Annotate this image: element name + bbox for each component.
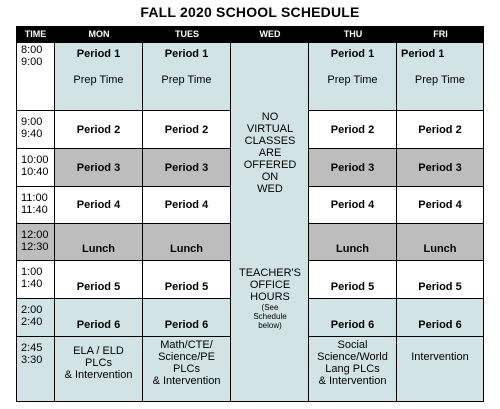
prep-time-label: Prep Time (161, 74, 212, 86)
period-label: Period 1 (330, 48, 375, 60)
wed-office-hours (231, 267, 309, 330)
mon-period-6: Period 6 (55, 299, 143, 337)
tues-period-6: Period 6 (143, 299, 231, 337)
wed-notice-line: NO (261, 111, 279, 123)
tues-lunch: Lunch (143, 224, 231, 261)
time-slot-4 (16, 187, 55, 224)
time-slot-6 (16, 261, 55, 299)
plc-line: Math/CTE/ (160, 339, 213, 351)
mon-lunch: Lunch (55, 224, 143, 261)
plc-line: Intervention (411, 351, 469, 363)
plc-line: & Intervention (152, 375, 221, 387)
plc-line: Science/PE (158, 351, 215, 363)
fri-period-4: Period 4 (397, 187, 484, 224)
fri-period-6: Period 6 (397, 299, 484, 337)
mon-plcs (55, 337, 143, 402)
wed-notice-line: ON (261, 171, 279, 183)
wed-office-line: HOURS (250, 291, 290, 303)
wed-notice-line: VIRTUAL (246, 123, 294, 135)
plc-line: ELA / ELD (73, 345, 124, 357)
tues-period-1 (143, 43, 231, 111)
header-tues: TUES (174, 29, 199, 39)
time-slot-5 (16, 224, 55, 261)
plc-line: PLCs (173, 363, 200, 375)
mon-period-1 (55, 43, 143, 111)
wed-note-line: Schedule (253, 312, 287, 321)
mon-period-3: Period 3 (55, 149, 143, 187)
fri-period-2: Period 2 (397, 111, 484, 149)
prep-time-label: Prep Time (414, 74, 466, 86)
tues-period-4: Period 4 (143, 187, 231, 224)
tues-period-3: Period 3 (143, 149, 231, 187)
fri-lunch: Lunch (397, 224, 484, 261)
time-end: 10:40 (21, 166, 49, 178)
header-row (16, 26, 484, 43)
wed-notice-line: CLASSES (244, 135, 296, 147)
prep-time-label: Prep Time (73, 74, 124, 86)
wed-notice-line: WED (257, 183, 283, 195)
wed-office-line: OFFICE (249, 279, 291, 291)
wed-notice-line: OFFERED (243, 159, 297, 171)
header-wed: WED (259, 29, 281, 39)
time-start: 2:45 (21, 342, 43, 354)
header-thu: THU (343, 29, 363, 39)
time-start: 9:00 (21, 116, 43, 128)
tues-plcs (143, 337, 231, 402)
wed-note-line: below) (258, 321, 282, 330)
wed-notice-line: ARE (258, 147, 282, 159)
schedule-table (16, 26, 484, 402)
thu-plcs (309, 337, 397, 402)
time-start: 2:00 (21, 304, 43, 316)
time-end: 1:40 (21, 278, 43, 290)
schedule-title: FALL 2020 SCHOOL SCHEDULE (140, 4, 360, 20)
thu-lunch: Lunch (309, 224, 397, 261)
time-slot-7 (16, 299, 55, 337)
plc-line: Lang PLCs (325, 363, 380, 375)
time-end: 12:30 (21, 241, 49, 253)
time-end: 9:00 (21, 56, 43, 68)
time-slot-3 (16, 149, 55, 187)
thu-period-5: Period 5 (309, 261, 397, 299)
header-time: TIME (24, 29, 47, 39)
time-slot-1 (16, 43, 55, 111)
time-slot-2 (16, 111, 55, 149)
time-start: 8:00 (21, 44, 43, 56)
time-slot-8 (16, 337, 55, 402)
wed-no-classes-notice (231, 111, 309, 195)
mon-period-2: Period 2 (55, 111, 143, 149)
plc-line: PLCs (85, 357, 112, 369)
time-start: 10:00 (21, 154, 49, 166)
plc-line: Social (337, 339, 368, 351)
period-label: Period 1 (401, 48, 445, 60)
time-start: 12:00 (21, 229, 49, 241)
time-end: 3:30 (21, 354, 43, 366)
header-mon: MON (88, 29, 110, 39)
tues-period-5: Period 5 (143, 261, 231, 299)
thu-period-6: Period 6 (309, 299, 397, 337)
wed-office-line: TEACHER'S (239, 267, 301, 279)
time-start: 11:00 (21, 192, 48, 204)
thu-period-1 (309, 43, 397, 111)
mon-period-4: Period 4 (55, 187, 143, 224)
fri-period-5: Period 5 (397, 261, 484, 299)
time-end: 2:40 (21, 316, 43, 328)
thu-period-2: Period 2 (309, 111, 397, 149)
period-label: Period 1 (164, 48, 209, 60)
time-end: 9:40 (21, 128, 43, 140)
header-fri: FRI (433, 29, 448, 39)
time-start: 1:00 (21, 266, 43, 278)
tues-period-2: Period 2 (143, 111, 231, 149)
fri-period-3: Period 3 (397, 149, 484, 187)
prep-time-label: Prep Time (327, 74, 378, 86)
thu-period-4: Period 4 (309, 187, 397, 224)
fri-intervention (397, 337, 484, 402)
time-end: 11:40 (21, 204, 48, 216)
wed-note-line: (See (261, 303, 279, 312)
thu-period-3: Period 3 (309, 149, 397, 187)
wed-column (231, 43, 309, 402)
plc-line: & Intervention (64, 369, 133, 381)
mon-period-5: Period 5 (55, 261, 143, 299)
period-label: Period 1 (76, 48, 121, 60)
fri-period-1 (397, 43, 484, 111)
plc-line: Science/World (317, 351, 388, 363)
plc-line: & Intervention (318, 375, 387, 387)
